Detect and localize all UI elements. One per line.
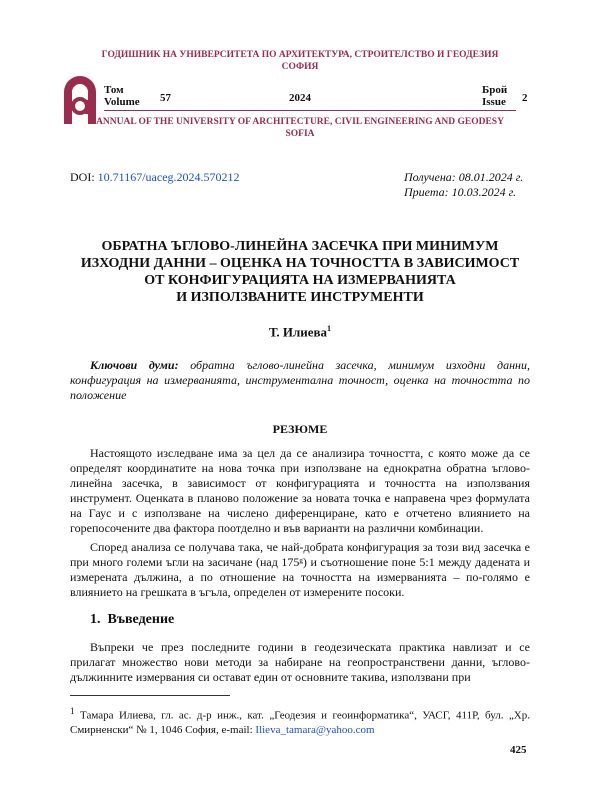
keywords-text: обратна ъглово-линейна засечка, минимум изходни данни, конфигурация на измерванията, инструментална точност, оценка на точността по положение <box>70 358 531 402</box>
keywords <box>70 358 530 403</box>
title-line: ОБРАТНА ЪГЛОВО-ЛИНЕЙНА ЗАСЕЧКА ПРИ МИНИМУМ <box>101 239 499 254</box>
accepted-date: Приета: 10.03.2024 г. <box>404 185 517 199</box>
issue-label <box>482 84 507 108</box>
footnote <box>70 704 530 737</box>
received-date: Получена: 08.01.2024 г. <box>404 170 524 184</box>
journal-title-bg <box>0 49 600 73</box>
journal-title-bg-line2: СОФИЯ <box>281 62 319 72</box>
footnote-mark: 1 <box>70 706 75 716</box>
author <box>0 324 600 340</box>
title-line: ОТ КОНФИГУРАЦИЯТА НА ИЗМЕРВАНИЯТА <box>144 273 456 288</box>
doi-link[interactable]: 10.71167/uaceg.2024.570212 <box>97 170 240 184</box>
dates <box>404 170 523 200</box>
header-rule <box>104 110 516 111</box>
author-footnote-mark: 1 <box>327 324 332 333</box>
article-title <box>70 238 530 306</box>
summary-paragraph: Според анализа се получава така, че най-добрата конфигурация за този вид засечка е при много големи ъгли на засичане (над 175ᵍ) и съотношение поне 5:1 между дадената и измерената дължина, а по отношение на точността на измерванията – по-голямо е влиянието на грешката в ъгъла, определен от измерените посоки. <box>70 540 530 599</box>
issue-label-en: Issue <box>482 96 506 108</box>
year: 2024 <box>289 92 311 104</box>
journal-title-en-line1: ANNUAL OF THE UNIVERSITY OF ARCHITECTURE, CIVIL ENGINEERING AND GEODESY <box>96 117 504 127</box>
journal-title-en-line2: SOFIA <box>285 129 315 139</box>
section-number: 1. <box>90 612 101 627</box>
title-line: ИЗХОДНИ ДАННИ – ОЦЕНКА НА ТОЧНОСТТА В ЗАВИСИМОСТ <box>80 256 520 271</box>
volume-label-en: Volume <box>104 96 140 108</box>
footnote-email-link[interactable]: Ilieva_tamara@yahoo.com <box>255 723 375 736</box>
doi-label: DOI: <box>70 170 98 184</box>
summary-heading: РЕЗЮМЕ <box>272 422 328 436</box>
volume-label <box>104 84 140 108</box>
tom-label: Том <box>104 84 124 96</box>
issue-value: 2 <box>522 92 528 104</box>
title-line: И ИЗПОЛЗВАНИТЕ ИНСТРУМЕНТИ <box>176 290 424 305</box>
section-heading <box>90 612 174 628</box>
intro-paragraph: Въпреки че през последните години в геодезическата практика навлизат и се прилагат множество нови методи за набиране на геопространствени данни, ъглово-дължинните измервания си остават един от основните такива, използвани при <box>70 640 530 684</box>
keywords-label: Ключови думи: <box>90 358 179 372</box>
summary-paragraph: Настоящото изследване има за цел да се анализира точността, с която може да се определят координатите на нова точка при използване на еднократна обратна ъглово-линейна засечка, в зависимост от конфигурацията и точността на използвания инструмент. Оценката в планово положение за новата точка е направена чрез формулата на Гаус и с използване на числено диференциране, като е отчетено влиянието на горепосочените два фактора поотделно и във варианти на различни комбинации. <box>70 446 530 535</box>
journal-title-en <box>0 116 600 140</box>
volume-value: 57 <box>160 92 171 104</box>
footnote-text: Тамара Илиева, гл. ас. д-р инж., кат. „Геодезия и геоинформатика“, УАСГ, 411Р, бул. „Хр. Смирненски“ № 1, 1046 София, e-mail: <box>70 709 530 736</box>
author-name: Т. Илиева <box>268 324 328 340</box>
journal-title-bg-line1: ГОДИШНИК НА УНИВЕРСИТЕТА ПО АРХИТЕКТУРА, СТРОИТЕЛСТВО И ГЕОДЕЗИЯ <box>101 50 499 60</box>
footnote-rule <box>70 695 230 696</box>
doi <box>70 170 240 185</box>
section-title: Въведение <box>107 612 175 627</box>
page-number: 425 <box>510 744 527 756</box>
broi-label: Брой <box>482 84 508 96</box>
